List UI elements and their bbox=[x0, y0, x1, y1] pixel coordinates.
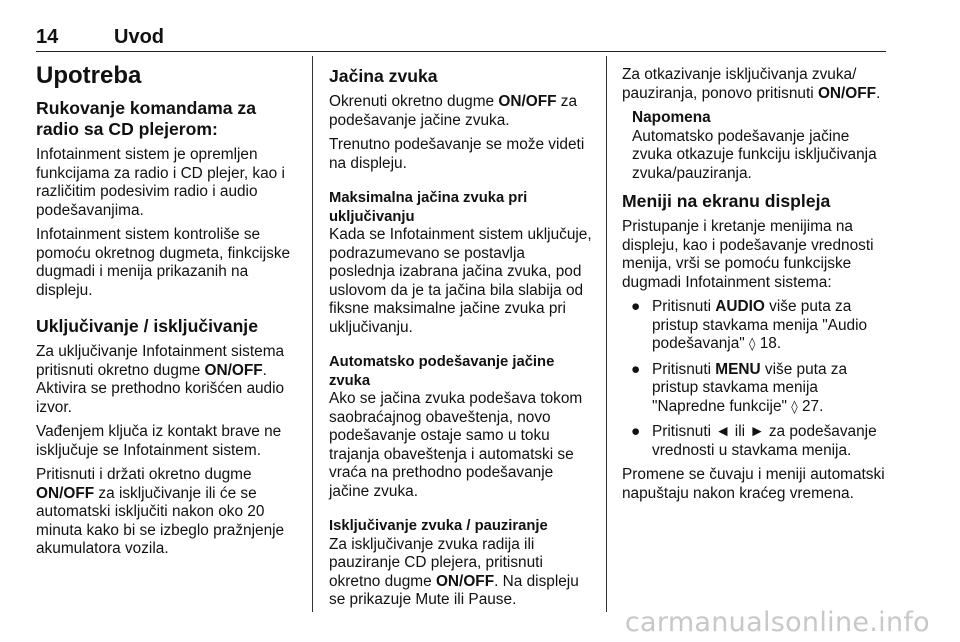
bullet-icon: ● bbox=[631, 298, 641, 315]
page-header bbox=[36, 26, 886, 50]
page-reference-icon: ◊ bbox=[791, 399, 798, 415]
paragraph: Pritisnuti i držati okretno dugme ON/OFF za isključivanje ili će se automatski isključiti nakon oko 20 minuta kako bi se izbeglo pražnjenje akumulatora vozila. bbox=[36, 466, 285, 557]
paragraph: Pristupanje i kretanje menijima na displeju, kao i podešavanje vrednosti menija, vrši se pomoću funkcijske dugmadi Infotainment sistema: bbox=[622, 218, 874, 291]
page-reference: 18. bbox=[759, 335, 782, 352]
subsection-title: Meniji na ekranu displeja bbox=[622, 191, 831, 211]
note-title: Napomena bbox=[632, 109, 711, 126]
note-text: Automatsko podešavanje jačine zvuka otkazuje funkciju isključivanja zvuka/pauziranja. bbox=[632, 127, 877, 182]
bullet-list bbox=[622, 298, 892, 460]
subsection-title: Uključivanje / isključivanje bbox=[36, 316, 258, 336]
paragraph: Infotainment sistem kontroliše se pomoću okretnog dugmeta, finkcijske dugmadi i menija prikazanih na displeju. bbox=[36, 226, 291, 299]
paragraph: Trenutno podešavanje se može videti na displeju. bbox=[329, 136, 585, 172]
button-name: MENU bbox=[715, 360, 761, 378]
paragraph: Promene se čuvaju i meniji automatski napuštaju nakon kraćeg vremena. bbox=[622, 466, 885, 502]
note-box bbox=[632, 109, 892, 183]
button-name: ON/OFF bbox=[435, 572, 495, 590]
column-divider bbox=[606, 56, 607, 612]
watermark: carmanualsonline.info bbox=[624, 607, 930, 638]
paragraph: Ako se jačina zvuka podešava tokom saobraćajnog obaveštenja, novo podešavanje ostaje samo u toku trajanja obaveštenja i automatski se vraća na prethodno podešavanje jačine zvuka. bbox=[329, 390, 583, 500]
button-name: ON/OFF bbox=[204, 361, 263, 379]
subsection-title: Rukovanje komandama za radio sa CD plejerom: bbox=[36, 98, 256, 139]
list-item: ● Pritisnuti MENU više puta za pristup stavkama menija "Napredne funkcije" ◊ 27. bbox=[631, 360, 848, 415]
page-reference-icon: ◊ bbox=[749, 337, 756, 352]
button-name: AUDIO bbox=[715, 298, 765, 315]
subsection-title: Jačina zvuka bbox=[329, 66, 438, 86]
minor-heading: Isključivanje zvuka / pauziranje bbox=[329, 518, 548, 534]
paragraph: Za isključivanje zvuka radija ili pauziranje CD plejera, pritisnuti okretno dugme ON/OFF. Na displeju se prikazuje Mute ili Pause. bbox=[329, 535, 579, 608]
running-title: Uvod bbox=[114, 26, 164, 48]
column-3 bbox=[622, 56, 892, 509]
section-heading: Upotreba bbox=[36, 62, 142, 89]
bullet-icon: ● bbox=[631, 423, 641, 440]
list-item: ● Pritisnuti ◄ ili ► za podešavanje vrednosti u stavkama menija. bbox=[631, 423, 877, 459]
paragraph: Kada se Infotainment sistem uključuje, podrazumevano se postavlja poslednja izabrana jačina zvuka, pod uslovom da je ta jačina bila slabija od fiksne maksimalne jačine zvuka pri uključivanju. bbox=[329, 226, 592, 336]
column-divider bbox=[312, 56, 313, 612]
button-name: ON/OFF bbox=[36, 484, 95, 502]
column-2 bbox=[329, 56, 595, 616]
paragraph: Za uključivanje Infotainment sistema pritisnuti okretno dugme ON/OFF. Aktivira se prethodno korišćen audio izvor. bbox=[36, 343, 285, 416]
column-1 bbox=[36, 56, 298, 565]
paragraph: Vađenjem ključa iz kontakt brave ne isključuje se Infotainment sistem. bbox=[36, 423, 282, 459]
minor-heading: Automatsko podešavanje jačine zvuka bbox=[329, 354, 555, 389]
minor-heading: Maksimalna jačina zvuka pri uključivanju bbox=[329, 190, 528, 225]
list-item: ● Pritisnuti AUDIO više puta za pristup stavkama menija "Audio podešavanja" ◊ 18. bbox=[631, 298, 868, 352]
bullet-icon: ● bbox=[631, 360, 641, 378]
button-name: ON/OFF bbox=[817, 84, 877, 102]
paragraph: Okrenuti okretno dugme ON/OFF za podešavanje jačine zvuka. bbox=[329, 93, 578, 129]
paragraph: Infotainment sistem je opremljen funkcijama za radio i CD plejer, kao i različitim podesivim radio i audio podešavanjima. bbox=[36, 146, 285, 219]
header-rule bbox=[36, 51, 886, 52]
button-name: ON/OFF bbox=[498, 93, 557, 110]
page-reference: 27. bbox=[801, 397, 824, 415]
page-number: 14 bbox=[36, 26, 59, 48]
paragraph: Za otkazivanje isključivanja zvuka/ pauziranja, ponovo pritisnuti ON/OFF. bbox=[622, 66, 881, 102]
